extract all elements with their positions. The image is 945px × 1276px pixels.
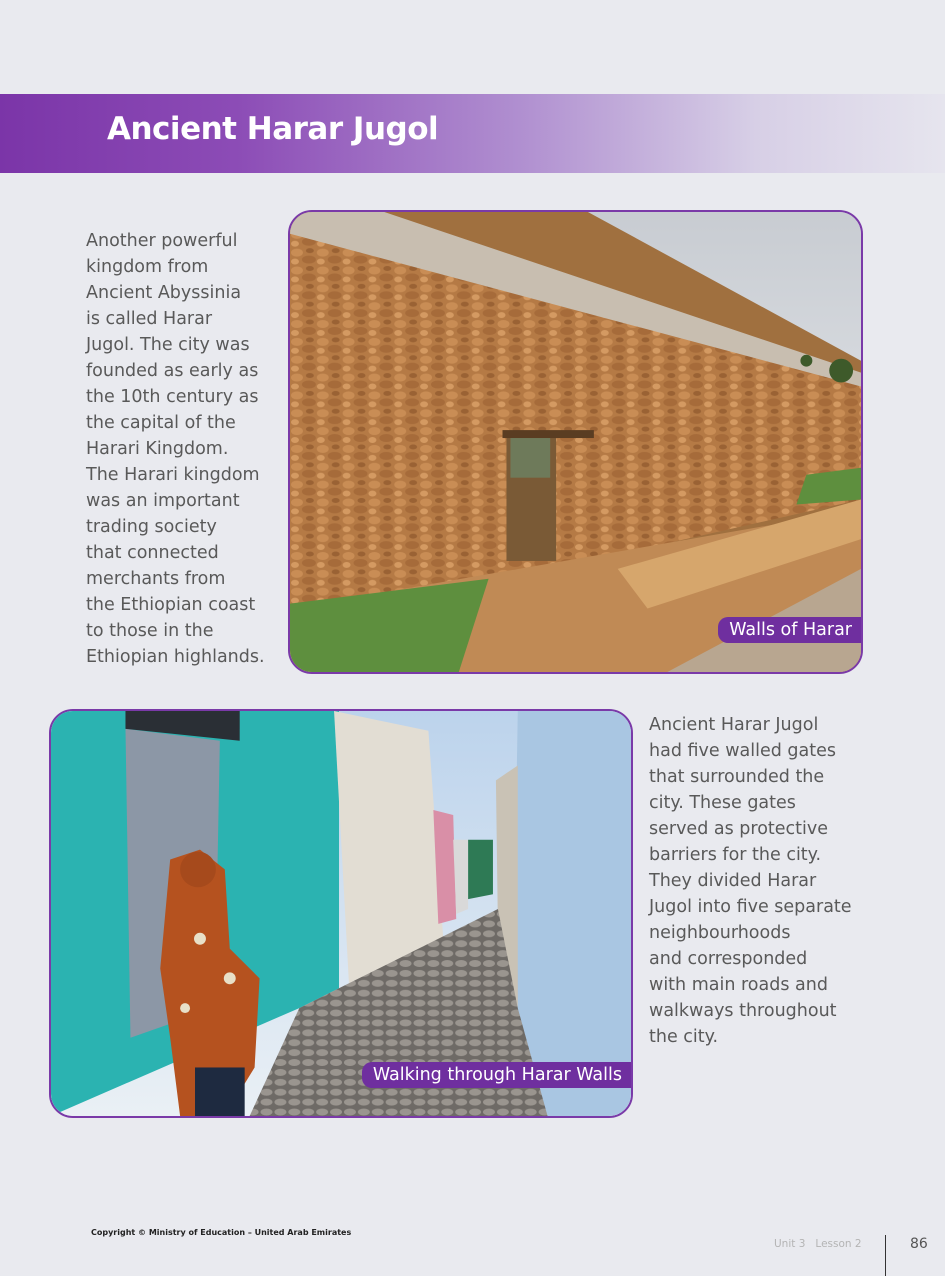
text-line: They divided Harar <box>649 871 817 891</box>
text-line: The Harari kingdom <box>86 465 260 485</box>
text-line: Jugol into five separate <box>649 897 852 917</box>
text-line: Harari Kingdom. <box>86 439 229 459</box>
text-line: walkways throughout <box>649 1001 837 1021</box>
title-banner <box>0 94 945 173</box>
page-number: 86 <box>910 1236 928 1252</box>
text-line: trading society <box>86 517 217 537</box>
alley-illustration <box>51 711 631 1116</box>
text-line: kingdom from <box>86 257 209 277</box>
text-line: with main roads and <box>649 975 828 995</box>
text-line: the 10th century as <box>86 387 259 407</box>
photo-caption: Walking through Harar Walls <box>362 1062 631 1088</box>
gates-paragraph <box>649 712 864 1050</box>
text-line: that surrounded the <box>649 767 825 787</box>
intro-paragraph <box>86 228 281 670</box>
page-title: Ancient Harar Jugol <box>107 111 439 147</box>
text-line: that connected <box>86 543 219 563</box>
text-line: founded as early as <box>86 361 259 381</box>
stone-wall-illustration <box>290 212 861 672</box>
copyright-notice: Copyright © Ministry of Education – United Arab Emirates <box>91 1228 352 1237</box>
text-line: the Ethiopian coast <box>86 595 256 615</box>
text-line: barriers for the city. <box>649 845 822 865</box>
lesson-label: Lesson 2 <box>815 1238 862 1250</box>
text-line: Another powerful <box>86 231 238 251</box>
text-line: to those in the <box>86 621 214 641</box>
unit-lesson-label <box>774 1238 862 1250</box>
text-line: neighbourhoods <box>649 923 791 943</box>
text-line: served as protective <box>649 819 828 839</box>
text-line: Ancient Abyssinia <box>86 283 242 303</box>
text-line: Ethiopian highlands. <box>86 647 265 667</box>
text-line: the capital of the <box>86 413 236 433</box>
walls-of-harar-photo <box>288 210 863 674</box>
text-line: was an important <box>86 491 240 511</box>
unit-label: Unit 3 <box>774 1238 806 1250</box>
photo-caption: Walls of Harar <box>718 617 861 643</box>
text-line: city. These gates <box>649 793 796 813</box>
text-line: and corresponded <box>649 949 808 969</box>
footer-divider <box>885 1235 886 1276</box>
text-line: Jugol. The city was <box>86 335 250 355</box>
text-line: merchants from <box>86 569 226 589</box>
text-line: is called Harar <box>86 309 213 329</box>
text-line: had five walled gates <box>649 741 836 761</box>
text-line: the city. <box>649 1027 719 1047</box>
text-line: Ancient Harar Jugol <box>649 715 819 735</box>
harar-street-photo <box>49 709 633 1118</box>
